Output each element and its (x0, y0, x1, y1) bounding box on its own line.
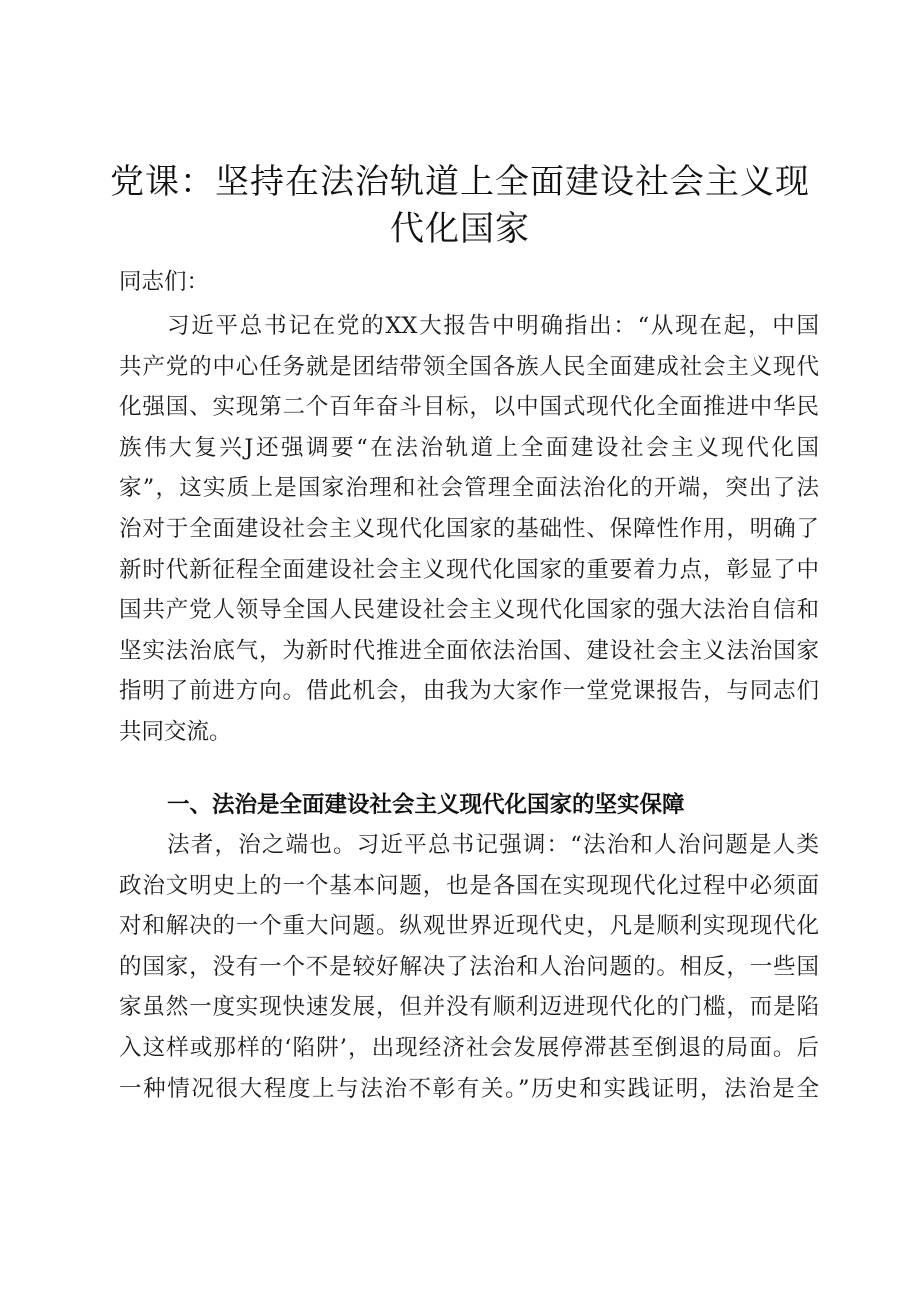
paragraph-intro (119, 306, 819, 753)
paragraph-line: 国共产党人领导全国人民建设社会主义现代化国家的强大法治自信和 (119, 597, 819, 624)
paragraph-line: 的国家，没有一个不是较好解决了法治和人治问题的。相反，一些国 (119, 953, 819, 980)
paragraph-line: 指明了前进方向。借此机会，由我为大家作一堂党课报告，与同志们 (119, 678, 819, 705)
paragraph-line: 家”，这实质上是国家治理和社会管理全面法治化的开端，突出了法 (119, 475, 819, 502)
salutation: 同志们： (119, 269, 210, 295)
paragraph-line: 族伟大复兴J还强调要“在法治轨道上全面建设社会主义现代化国 (119, 434, 819, 461)
section-heading-1: 一、法治是全面建设社会主义现代化国家的坚实保障 (167, 792, 685, 818)
paragraph-line: 一种情况很大程度上与法治不彰有关。”历史和实践证明，法治是全 (119, 1075, 819, 1102)
paragraph-line: 政治文明史上的一个基本问题，也是各国在实现现代化过程中必须面 (119, 872, 819, 899)
paragraph-line: 新时代新征程全面建设社会主义现代化国家的重要着力点，彰显了中 (119, 556, 819, 583)
paragraph-section-1 (119, 825, 819, 1109)
paragraph-line: 习近平总书记在党的XX大报告中明确指出：“从现在起，中国 (167, 313, 819, 339)
paragraph-line: 化强国、实现第二个百年奋斗目标，以中国式现代化全面推进中华民 (119, 394, 819, 421)
paragraph-line: 共产党的中心任务就是团结带领全国各族人民全面建成社会主义现代 (119, 353, 819, 380)
paragraph-line: 对和解决的一个重大问题。纵观世界近现代史，凡是顺利实现现代化 (119, 913, 819, 940)
document-title-line-2: 代化国家 (390, 209, 530, 249)
paragraph-line: 治对于全面建设社会主义现代化国家的基础性、保障性作用，明确了 (119, 515, 819, 542)
paragraph-line: 家虽然一度实现快速发展，但并没有顺利迈进现代化的门槛，而是陷 (119, 994, 819, 1021)
paragraph-line: 入这样或那样的‘陷阱’，出现经济社会发展停滞甚至倒退的局面。后 (119, 1034, 819, 1061)
paragraph-line: 坚实法治底气，为新时代推进全面依法治国、建设社会主义法治国家 (119, 637, 819, 664)
paragraph-line: 法者，治之端也。习近平总书记强调：“法治和人治问题是人类 (167, 832, 819, 858)
paragraph-line: 共同交流。 (119, 718, 232, 745)
document-title-line-1: 党课：坚持在法治轨道上全面建设社会主义现 (110, 162, 810, 202)
